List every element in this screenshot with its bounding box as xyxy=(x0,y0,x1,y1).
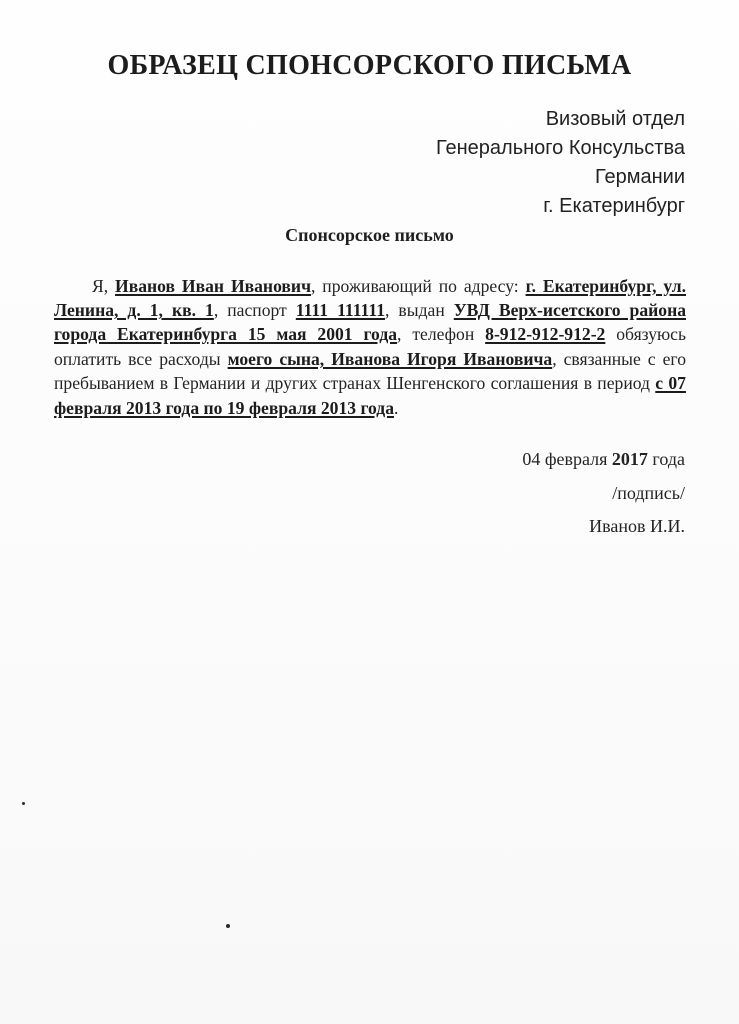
scan-speck xyxy=(22,802,25,805)
addressee-block xyxy=(436,105,685,221)
travel-period: с 07 февраля 2013 года по 19 февраля 2013 года xyxy=(54,373,686,418)
date-day-month: 04 февраля xyxy=(522,449,612,469)
sponsor-address: г. Екатеринбург, ул. Ленина, д. 1, кв. 1 xyxy=(54,275,687,320)
addressee-line: г. Екатеринбург xyxy=(543,195,685,217)
date-year: 2017 xyxy=(611,449,648,469)
signer-name: Иванов И.И. xyxy=(589,516,685,536)
sponsor-name: Иванов Иван Иванович xyxy=(115,275,311,296)
passport-number: 1111 111111 xyxy=(295,300,386,320)
body-text: обязуюсь оплатить все расходы xyxy=(54,324,687,369)
date-suffix: года xyxy=(647,449,685,469)
letter-date xyxy=(522,449,685,470)
phone-number: 8-912-912-912-2 xyxy=(485,324,606,345)
body-text: , выдан xyxy=(385,300,454,320)
body-text: , проживающий по адресу: xyxy=(311,275,526,296)
addressee-line: Визовый отдел xyxy=(545,108,685,130)
letter-subtitle: Спонсорское письмо xyxy=(285,225,454,245)
addressee-line: Германии xyxy=(595,166,685,188)
passport-issuer: УВД Верх-исетского района города Екатеринбурга 15 мая 2001 года xyxy=(54,300,687,345)
body-text: , паспорт xyxy=(213,300,296,320)
addressee-line: Генерального Консульства xyxy=(436,137,685,159)
body-text: , телефон xyxy=(397,324,486,345)
signature-placeholder: /подпись/ xyxy=(612,483,685,503)
scan-speck xyxy=(226,924,230,928)
document-title: ОБРАЗЕЦ СПОНСОРСКОГО ПИСЬМА xyxy=(107,50,632,81)
body-text: . xyxy=(394,397,399,418)
letter-body xyxy=(54,274,686,420)
body-text: , связанные с его пребыванием в Германии и других странах Шенгенского соглашения в период xyxy=(54,348,687,394)
sponsored-person: моего сына, Иванова Игоря Ивановича xyxy=(227,348,553,369)
body-text: Я, xyxy=(92,275,116,296)
